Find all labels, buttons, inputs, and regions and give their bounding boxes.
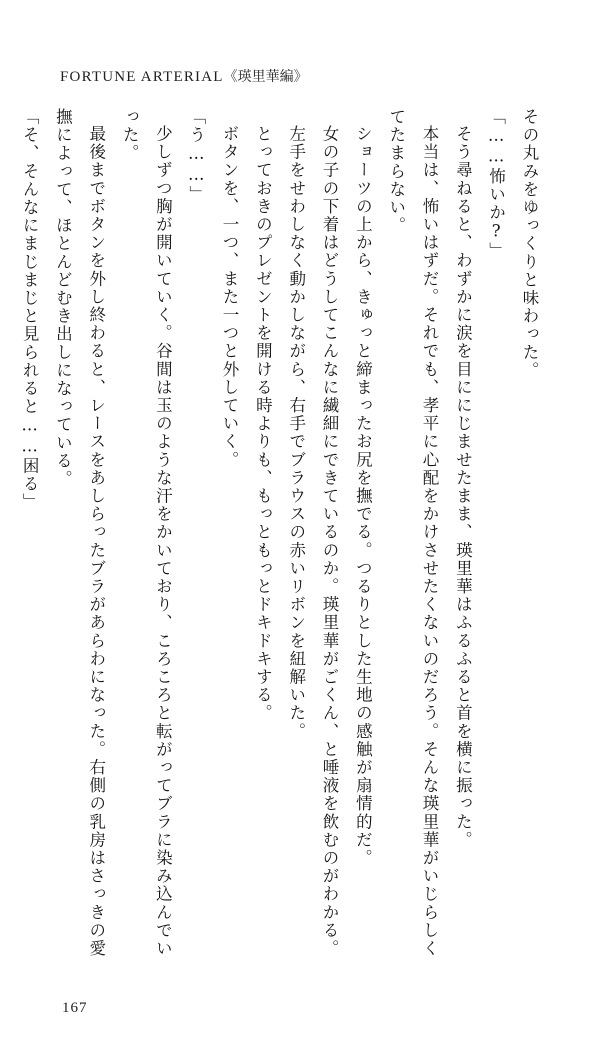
page-number: 167 bbox=[62, 1000, 88, 1016]
paragraph: 最後までボタンを外し終わると、レースをあしらったブラがあらわになった。右側の乳房はさっきの愛撫によって、ほとんどむき出しになっている。 bbox=[53, 108, 106, 958]
paragraph: そう尋ねると、わずかに涙を目ににじませたまま、瑛里華はふるふると首を横に振った。 bbox=[453, 124, 473, 849]
paragraph: ショーツの上から、きゅっと締まったお尻を撫でる。つるりとした生地の感触が扇情的だ。 bbox=[353, 124, 373, 867]
paragraph: 少しずつ胸が開いていく。谷間は玉のような汗をかいており、ころころと転がってブラに染み込んでいった。 bbox=[120, 108, 173, 958]
paragraph: 「……怖いか?」 bbox=[486, 108, 506, 261]
paragraph: 本当は、怖いはずだ。それでも、孝平に心配をかけさせたくないのだろう。そんな瑛里華がいじらしくてたまらない。 bbox=[386, 108, 440, 958]
paragraph: 「そ、そんなにまじまじと見られると……困る」 bbox=[20, 108, 40, 512]
paragraph: とっておきのプレゼントを開ける時よりも、もっともっとドキドキする。 bbox=[253, 124, 273, 722]
running-head bbox=[60, 66, 308, 86]
paragraph: 「う……」 bbox=[186, 108, 206, 204]
paragraph: その丸みをゆっくりと味わった。 bbox=[520, 108, 539, 380]
paragraph: 女の子の下着はどうしてこんなに繊細にできているのか。瑛里華がごくん、と唾液を飲むのがわかる。 bbox=[320, 124, 340, 958]
running-head-series: FORTUNE ARTERIAL bbox=[60, 69, 224, 85]
paragraph: 左手をせわしなく動かしながら、右手でブラウスの赤いリボンを紐解いた。 bbox=[286, 124, 306, 740]
page-body-text bbox=[20, 108, 546, 968]
running-head-volume: 《瑛里華編》 bbox=[223, 69, 308, 85]
paragraph: ボタンを、一つ、また一つと外していく。 bbox=[220, 124, 240, 469]
